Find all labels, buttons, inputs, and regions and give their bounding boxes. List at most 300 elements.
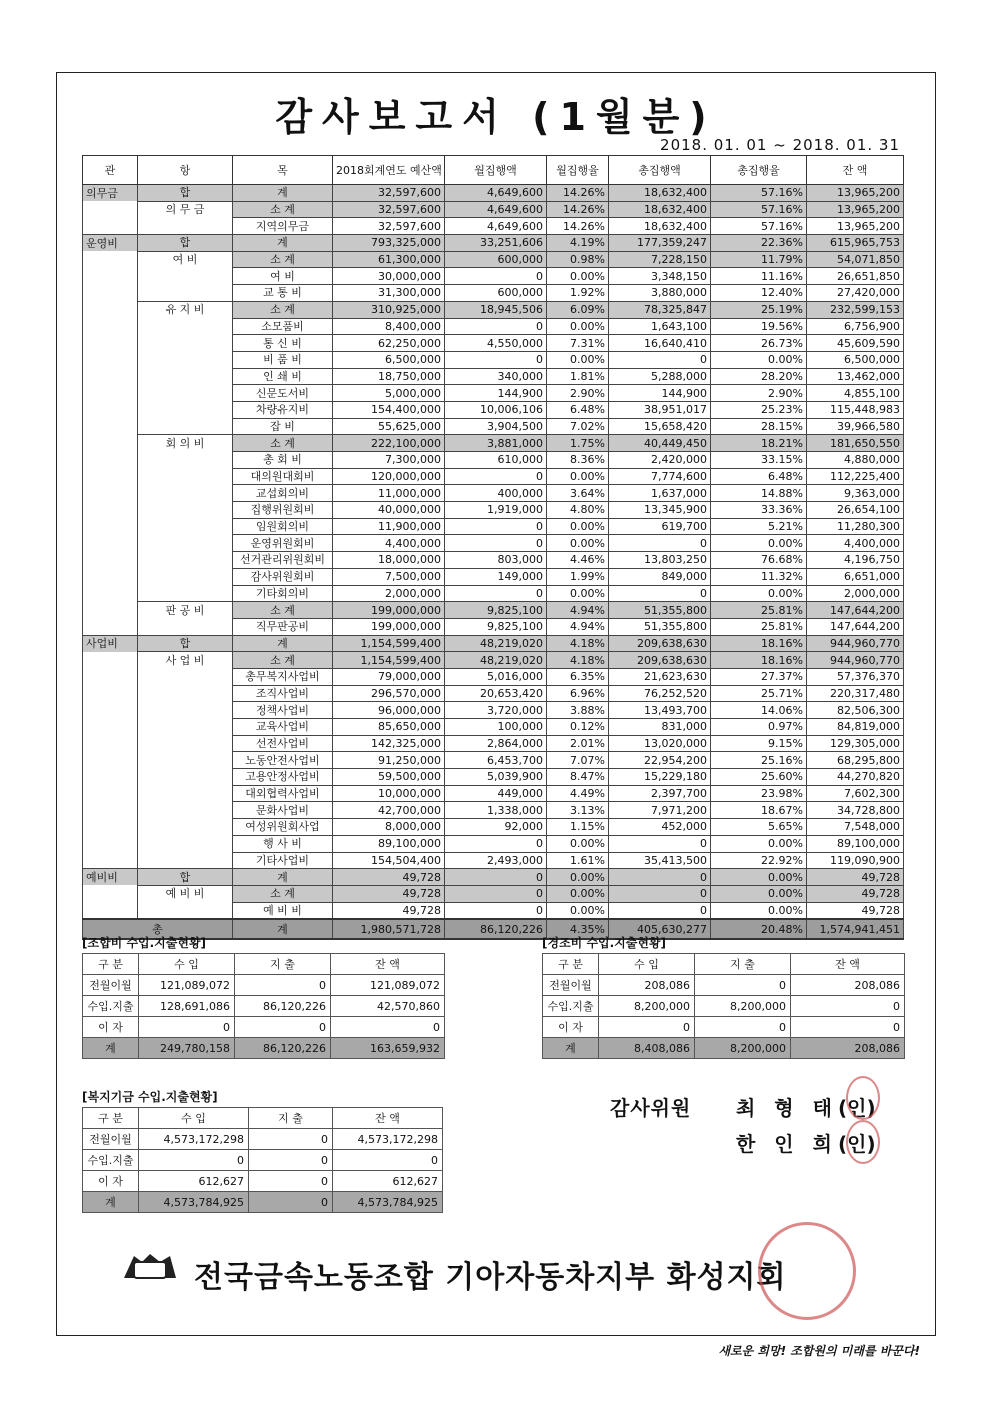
cell-kwan [83, 702, 138, 719]
table-cell: 0 [599, 1017, 695, 1038]
cell-balance: 26,654,100 [807, 502, 904, 519]
table-cell: 0 [331, 1017, 445, 1038]
cell-hang [138, 902, 233, 919]
table-row [83, 735, 904, 752]
cell-total: 78,325,847 [609, 301, 711, 318]
cell-mok: 계 [233, 185, 333, 202]
auditor-name-2: 한 인 희 [736, 1132, 838, 1156]
cell-balance: 4,855,100 [807, 385, 904, 402]
cell-kwan [83, 201, 138, 218]
cell-kwan [83, 752, 138, 769]
cell-monthly: 600,000 [445, 251, 547, 268]
cell-mrate: 4.94% [547, 602, 609, 619]
cell-kwan [83, 568, 138, 585]
cell-hang: 회 의 비 [138, 435, 233, 452]
cell-kwan [83, 301, 138, 318]
cell-kwan [83, 502, 138, 519]
cell-balance: 232,599,153 [807, 301, 904, 318]
cell-budget: 30,000,000 [333, 268, 445, 285]
cell-mok: 예 비 비 [233, 902, 333, 919]
cell-mok: 비 품 비 [233, 351, 333, 368]
cell-kwan [83, 719, 138, 736]
cell-monthly: 610,000 [445, 452, 547, 469]
cell-mrate: 1.81% [547, 368, 609, 385]
table-row [83, 251, 904, 268]
cell-mok: 지역의무금 [233, 218, 333, 235]
table-cell: 구 분 [83, 1108, 139, 1129]
auditor-stamp-2-icon [846, 1120, 880, 1164]
cell-budget: 79,000,000 [333, 668, 445, 685]
cell-mok: 교섭회의비 [233, 485, 333, 502]
cell-monthly: 20,653,420 [445, 685, 547, 702]
cell-monthly: 48,219,020 [445, 652, 547, 669]
cell-mok: 감사위원회비 [233, 568, 333, 585]
welfare-caption: [복지기금 수입.지출현황] [82, 1090, 218, 1104]
cell-balance: 6,500,000 [807, 351, 904, 368]
cell-monthly: 400,000 [445, 485, 547, 502]
cell-kwan [83, 652, 138, 669]
cell-balance: 26,651,850 [807, 268, 904, 285]
cell-budget: 120,000,000 [333, 468, 445, 485]
cell-hang [138, 685, 233, 702]
table-cell: 208,086 [791, 1038, 905, 1059]
cell-mrate: 14.26% [547, 201, 609, 218]
cell-trate: 76.68% [711, 552, 807, 569]
cell-mrate: 4.94% [547, 618, 609, 635]
cell-mrate: 4.18% [547, 652, 609, 669]
table-row [83, 268, 904, 285]
cell-budget: 49,728 [333, 902, 445, 919]
cell-trate: 18.16% [711, 652, 807, 669]
cell-balance: 49,728 [807, 902, 904, 919]
cell-hang [138, 802, 233, 819]
cell-total: 619,700 [609, 518, 711, 535]
table-row [543, 996, 905, 1017]
cell-total: 13,020,000 [609, 735, 711, 752]
cell-total: 7,228,150 [609, 251, 711, 268]
budget-table-header [83, 156, 904, 185]
cell-balance: 13,462,000 [807, 368, 904, 385]
cell-hang: 합 [138, 869, 233, 886]
cell-kwan [83, 251, 138, 268]
cell-trate: 2.90% [711, 385, 807, 402]
cell-budget: 11,900,000 [333, 518, 445, 535]
header-cell: 관 [83, 156, 138, 185]
table-cell: 수 입 [599, 954, 695, 975]
table-cell: 수입.지출 [543, 996, 599, 1017]
table-cell: 208,086 [791, 975, 905, 996]
cell-mrate: 1.92% [547, 285, 609, 302]
cell-mrate: 8.36% [547, 452, 609, 469]
cell-budget: 91,250,000 [333, 752, 445, 769]
cell-balance: 27,420,000 [807, 285, 904, 302]
cell-hang [138, 502, 233, 519]
cell-balance: 119,090,900 [807, 852, 904, 869]
cell-monthly: 340,000 [445, 368, 547, 385]
cell-hang [138, 535, 233, 552]
table-cell: 0 [249, 1150, 333, 1171]
cell-mrate: 0.00% [547, 351, 609, 368]
cell-trate: 11.32% [711, 568, 807, 585]
auditor-label: 감사위원 [610, 1096, 692, 1120]
table-cell: 249,780,158 [139, 1038, 235, 1059]
cell-mok: 계 [233, 869, 333, 886]
cell-budget: 154,400,000 [333, 401, 445, 418]
cell-kwan [83, 285, 138, 302]
table-cell: 0 [139, 1150, 249, 1171]
cell-kwan [83, 468, 138, 485]
cell-balance: 220,317,480 [807, 685, 904, 702]
cell-trate: 57.16% [711, 218, 807, 235]
cell-hang [138, 852, 233, 869]
cell-balance: 129,305,000 [807, 735, 904, 752]
cell-monthly: 0 [445, 351, 547, 368]
cell-kwan [83, 418, 138, 435]
cell-mok: 집행위원회비 [233, 502, 333, 519]
cell-mok: 대외협력사업비 [233, 785, 333, 802]
cell-balance: 2,000,000 [807, 585, 904, 602]
table-row [543, 975, 905, 996]
cell-mok: 차량유지비 [233, 401, 333, 418]
cell-total: 0 [609, 869, 711, 886]
cell-trate: 33.36% [711, 502, 807, 519]
cell-total: 849,000 [609, 568, 711, 585]
cell-budget: 96,000,000 [333, 702, 445, 719]
cell-budget: 32,597,600 [333, 201, 445, 218]
cell-mrate: 7.31% [547, 335, 609, 352]
table-row [83, 552, 904, 569]
table-row [83, 835, 904, 852]
table-row [83, 602, 904, 619]
cell-hang [138, 385, 233, 402]
total-row [83, 1192, 443, 1213]
table-cell: 전월이월 [83, 1129, 139, 1150]
organization-name: 전국금속노동조합 기아자동차지부 화성지회 [194, 1260, 787, 1295]
table-row [83, 618, 904, 635]
cell-budget: 11,000,000 [333, 485, 445, 502]
cell-budget: 32,597,600 [333, 218, 445, 235]
table-row [83, 518, 904, 535]
cell-balance: 147,644,200 [807, 618, 904, 635]
cell-monthly: 0 [445, 318, 547, 335]
cell-monthly: 4,649,600 [445, 218, 547, 235]
table-row [83, 452, 904, 469]
cell-budget: 199,000,000 [333, 618, 445, 635]
cell-budget: 89,100,000 [333, 835, 445, 852]
cell-balance: 54,071,850 [807, 251, 904, 268]
cell-mrate: 0.00% [547, 535, 609, 552]
cell-monthly: 100,000 [445, 719, 547, 736]
cell-mok: 소 계 [233, 201, 333, 218]
cell-hang [138, 552, 233, 569]
cell-total: 1,637,000 [609, 485, 711, 502]
cell-total: 209,638,630 [609, 652, 711, 669]
table-cell: 612,627 [333, 1171, 443, 1192]
table-cell: 지 출 [249, 1108, 333, 1129]
cell-mrate: 0.00% [547, 585, 609, 602]
cell-mrate: 4.18% [547, 635, 609, 652]
cell-kwan [83, 685, 138, 702]
cell-mrate: 14.26% [547, 218, 609, 235]
grand-total-monthly: 86,120,226 [445, 919, 547, 939]
table-cell: 계 [543, 1038, 599, 1059]
cell-balance: 4,196,750 [807, 552, 904, 569]
cell-kwan [83, 835, 138, 852]
table-cell: 8,408,086 [599, 1038, 695, 1059]
cell-balance: 13,965,200 [807, 185, 904, 202]
cell-monthly: 3,881,000 [445, 435, 547, 452]
cell-balance: 11,280,300 [807, 518, 904, 535]
cell-monthly: 2,493,000 [445, 852, 547, 869]
union-logo-icon [120, 1248, 180, 1288]
condolence-caption: [경조비 수입.지출현황] [542, 936, 667, 950]
table-row [83, 502, 904, 519]
cell-mrate: 3.13% [547, 802, 609, 819]
table-cell: 4,573,784,925 [333, 1192, 443, 1213]
cell-hang [138, 518, 233, 535]
table-cell: 8,200,000 [599, 996, 695, 1017]
cell-kwan [83, 802, 138, 819]
cell-kwan [83, 385, 138, 402]
table-cell: 4,573,784,925 [139, 1192, 249, 1213]
cell-hang [138, 468, 233, 485]
cell-balance: 181,650,550 [807, 435, 904, 452]
table-cell: 수 입 [139, 954, 235, 975]
cell-total: 35,413,500 [609, 852, 711, 869]
cell-balance: 39,966,580 [807, 418, 904, 435]
table-cell: 612,627 [139, 1171, 249, 1192]
cell-hang [138, 668, 233, 685]
table-row [83, 752, 904, 769]
table-row [83, 1017, 445, 1038]
table-row [83, 468, 904, 485]
cell-budget: 1,154,599,400 [333, 652, 445, 669]
cell-monthly: 149,000 [445, 568, 547, 585]
cell-hang [138, 719, 233, 736]
table-cell: 전월이월 [543, 975, 599, 996]
cell-total: 144,900 [609, 385, 711, 402]
table-cell: 잔 액 [331, 954, 445, 975]
cell-hang [138, 835, 233, 852]
table-row [83, 902, 904, 919]
cell-mrate: 4.80% [547, 502, 609, 519]
cell-mrate: 6.35% [547, 668, 609, 685]
cell-monthly: 2,864,000 [445, 735, 547, 752]
cell-balance: 82,506,300 [807, 702, 904, 719]
cell-mok: 신문도서비 [233, 385, 333, 402]
table-cell: 86,120,226 [235, 996, 331, 1017]
cell-kwan [83, 368, 138, 385]
table-row [83, 401, 904, 418]
cell-budget: 142,325,000 [333, 735, 445, 752]
table-row [83, 852, 904, 869]
table-row [83, 652, 904, 669]
cell-total: 0 [609, 351, 711, 368]
cell-hang [138, 452, 233, 469]
table-row [83, 785, 904, 802]
cell-kwan [83, 735, 138, 752]
cell-monthly: 3,904,500 [445, 418, 547, 435]
cell-kwan [83, 769, 138, 786]
cell-trate: 6.48% [711, 468, 807, 485]
table-cell: 0 [235, 1017, 331, 1038]
cell-mrate: 0.00% [547, 835, 609, 852]
cell-monthly: 0 [445, 835, 547, 852]
cell-total: 2,420,000 [609, 452, 711, 469]
cell-kwan [83, 518, 138, 535]
cell-hang: 합 [138, 185, 233, 202]
cell-balance: 44,270,820 [807, 769, 904, 786]
table-row [83, 435, 904, 452]
table-row [83, 285, 904, 302]
table-row [83, 635, 904, 652]
cell-balance: 9,363,000 [807, 485, 904, 502]
cell-trate: 18.21% [711, 435, 807, 452]
cell-hang [138, 351, 233, 368]
table-cell: 4,573,172,298 [333, 1129, 443, 1150]
cell-mrate: 1.61% [547, 852, 609, 869]
table-cell: 0 [249, 1129, 333, 1150]
table-cell: 0 [695, 975, 791, 996]
cell-total: 0 [609, 535, 711, 552]
cell-budget: 18,000,000 [333, 552, 445, 569]
grand-total-budget: 1,980,571,728 [333, 919, 445, 939]
cell-mok: 총 회 비 [233, 452, 333, 469]
header-cell: 항 [138, 156, 233, 185]
cell-mok: 선전사업비 [233, 735, 333, 752]
table-cell: 0 [791, 996, 905, 1017]
table-cell: 0 [333, 1150, 443, 1171]
cell-trate: 25.60% [711, 769, 807, 786]
cell-trate: 14.88% [711, 485, 807, 502]
cell-monthly: 3,720,000 [445, 702, 547, 719]
table-row [83, 418, 904, 435]
table-row [83, 819, 904, 836]
cell-monthly: 92,000 [445, 819, 547, 836]
cell-trate: 0.00% [711, 885, 807, 902]
cell-budget: 793,325,000 [333, 235, 445, 252]
cell-hang [138, 285, 233, 302]
cell-trate: 25.71% [711, 685, 807, 702]
cell-total: 0 [609, 885, 711, 902]
cell-kwan [83, 268, 138, 285]
cell-trate: 0.97% [711, 719, 807, 736]
cell-total: 16,640,410 [609, 335, 711, 352]
cell-monthly: 0 [445, 885, 547, 902]
cell-trate: 26.73% [711, 335, 807, 352]
cell-mok: 소 계 [233, 301, 333, 318]
cell-mrate: 0.00% [547, 885, 609, 902]
cell-kwan [83, 535, 138, 552]
cell-balance: 7,602,300 [807, 785, 904, 802]
cell-budget: 1,154,599,400 [333, 635, 445, 652]
grand-total-trate: 20.48% [711, 919, 807, 939]
table-row [83, 1129, 443, 1150]
cell-mrate: 4.19% [547, 235, 609, 252]
cell-monthly: 0 [445, 585, 547, 602]
cell-trate: 25.19% [711, 301, 807, 318]
cell-mrate: 1.99% [547, 568, 609, 585]
cell-budget: 42,700,000 [333, 802, 445, 819]
total-row [83, 1038, 445, 1059]
cell-kwan [83, 218, 138, 235]
cell-hang: 여 비 [138, 251, 233, 268]
cell-budget: 8,000,000 [333, 819, 445, 836]
table-row [83, 485, 904, 502]
table-cell: 121,089,072 [331, 975, 445, 996]
table-row [83, 318, 904, 335]
cell-budget: 55,625,000 [333, 418, 445, 435]
cell-total: 3,880,000 [609, 285, 711, 302]
cell-budget: 6,500,000 [333, 351, 445, 368]
table-row [543, 1017, 905, 1038]
table-cell: 208,086 [599, 975, 695, 996]
grand-total-label: 총 [83, 919, 233, 939]
cell-budget: 49,728 [333, 885, 445, 902]
table-cell: 지 출 [235, 954, 331, 975]
cell-trate: 25.81% [711, 618, 807, 635]
table-row [83, 802, 904, 819]
cell-trate: 14.06% [711, 702, 807, 719]
welfare-table [82, 1107, 443, 1213]
cell-hang [138, 568, 233, 585]
cell-mok: 통 신 비 [233, 335, 333, 352]
cell-trate: 19.56% [711, 318, 807, 335]
cell-monthly: 600,000 [445, 285, 547, 302]
cell-budget: 199,000,000 [333, 602, 445, 619]
cell-kwan [83, 401, 138, 418]
header-cell: 월집행율 [547, 156, 609, 185]
cell-budget: 31,300,000 [333, 285, 445, 302]
table-cell: 잔 액 [333, 1108, 443, 1129]
cell-total: 7,971,200 [609, 802, 711, 819]
header-cell: 목 [233, 156, 333, 185]
table-cell: 42,570,860 [331, 996, 445, 1017]
cell-mok: 직무판공비 [233, 618, 333, 635]
table-cell: 구 분 [543, 954, 599, 975]
cell-hang [138, 318, 233, 335]
table-cell: 전월이월 [83, 975, 139, 996]
cell-total: 452,000 [609, 819, 711, 836]
auditor-seal-2: (인) [838, 1132, 876, 1156]
grand-total-total: 405,630,277 [609, 919, 711, 939]
cell-budget: 5,000,000 [333, 385, 445, 402]
table-cell: 0 [249, 1171, 333, 1192]
cell-mok: 교육사업비 [233, 719, 333, 736]
cell-mok: 소 계 [233, 251, 333, 268]
cell-hang [138, 702, 233, 719]
table-cell: 4,573,172,298 [139, 1129, 249, 1150]
cell-hang [138, 218, 233, 235]
cell-total: 1,643,100 [609, 318, 711, 335]
table-row [83, 351, 904, 368]
cell-mrate: 0.00% [547, 468, 609, 485]
cell-kwan [83, 785, 138, 802]
cell-mok: 조직사업비 [233, 685, 333, 702]
cell-monthly: 0 [445, 518, 547, 535]
cell-mok: 기타사업비 [233, 852, 333, 869]
table-cell: 계 [83, 1038, 139, 1059]
cell-mok: 대의원대회비 [233, 468, 333, 485]
report-period: 2018. 01. 01 ~ 2018. 01. 31 [660, 136, 900, 154]
cell-balance: 147,644,200 [807, 602, 904, 619]
cell-trate: 5.65% [711, 819, 807, 836]
cell-budget: 62,250,000 [333, 335, 445, 352]
cell-kwan [83, 435, 138, 452]
cell-mok: 계 [233, 235, 333, 252]
cell-mrate: 0.00% [547, 902, 609, 919]
cell-monthly: 449,000 [445, 785, 547, 802]
